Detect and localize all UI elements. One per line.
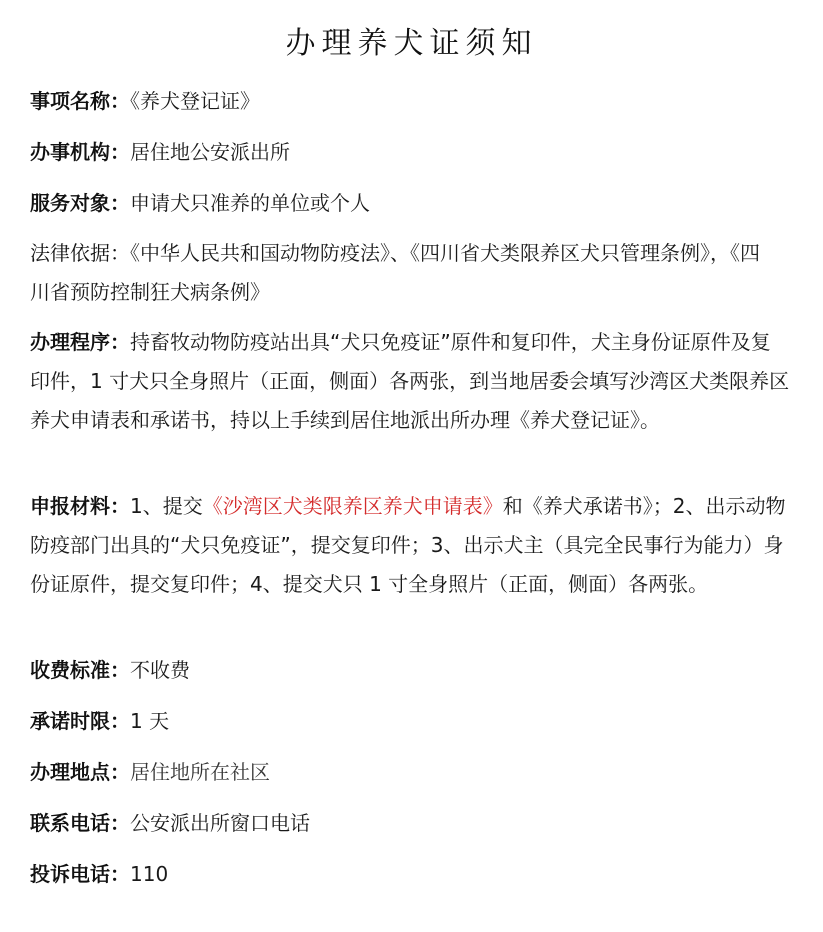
item-limit-label: 承诺时限：: [30, 709, 130, 733]
item-location: [30, 753, 800, 792]
item-fee: [30, 651, 800, 690]
item-name: [30, 82, 800, 121]
item-target: [30, 184, 800, 223]
item-fee-value: 不收费: [130, 658, 190, 682]
item-target-value: 申请犬只准养的单位或个人: [130, 191, 370, 215]
item-target-label: 服务对象：: [30, 191, 130, 215]
item-agency: [30, 133, 800, 172]
item-phone-label: 联系电话：: [30, 811, 130, 835]
item-materials-suffix: 和《养犬承诺书》；2、出示动物防疫部门出具的“犬只免疫证”，提交复印件；3、出示犬主（具完全民事行为能力）身份证原件，提交复印件；4、提交犬只 1 寸全身照片（正面，侧面）各两张。: [30, 494, 786, 596]
item-procedure-label: 办理程序：: [30, 330, 130, 354]
application-form-link[interactable]: 《沙湾区犬类限养区养犬申请表》: [202, 494, 503, 518]
item-legal: [30, 234, 770, 312]
item-complaint-value: 110: [130, 862, 169, 886]
item-fee-label: 收费标准：: [30, 658, 130, 682]
item-legal-label: 法律依据：: [30, 241, 130, 265]
item-name-label: 事项名称：: [30, 89, 130, 113]
item-legal-value: 《中华人民共和国动物防疫法》、《四川省犬类限养区犬只管理条例》，《四川省预防控制狂犬病条例》: [30, 241, 760, 304]
item-procedure: [30, 323, 790, 440]
item-phone: [30, 804, 800, 843]
item-materials: [30, 487, 796, 604]
item-name-value: 《养犬登记证》: [130, 89, 260, 113]
item-procedure-value: 持畜牧动物防疫站出具“犬只免疫证”原件和复印件，犬主身份证原件及复印件，1 寸犬只全身照片（正面，侧面）各两张，到当地居委会填写沙湾区犬类限养区养犬申请表和承诺书，持以上手续到居住地派出所办理《养犬登记证》。: [30, 330, 790, 432]
item-materials-prefix: 1、提交: [130, 494, 203, 518]
item-limit: [30, 702, 800, 741]
item-complaint: [30, 855, 800, 894]
item-materials-label: 申报材料：: [30, 494, 130, 518]
item-complaint-label: 投诉电话：: [30, 862, 130, 886]
page-title: 办理养犬证须知: [285, 26, 538, 61]
item-phone-value: 公安派出所窗口电话: [130, 811, 310, 835]
item-location-label: 办理地点：: [30, 760, 130, 784]
item-location-value: 居住地所在社区: [130, 760, 270, 784]
item-limit-value: 1 天: [130, 709, 170, 733]
item-agency-value: 居住地公安派出所: [130, 140, 290, 164]
item-agency-label: 办事机构：: [30, 140, 130, 164]
